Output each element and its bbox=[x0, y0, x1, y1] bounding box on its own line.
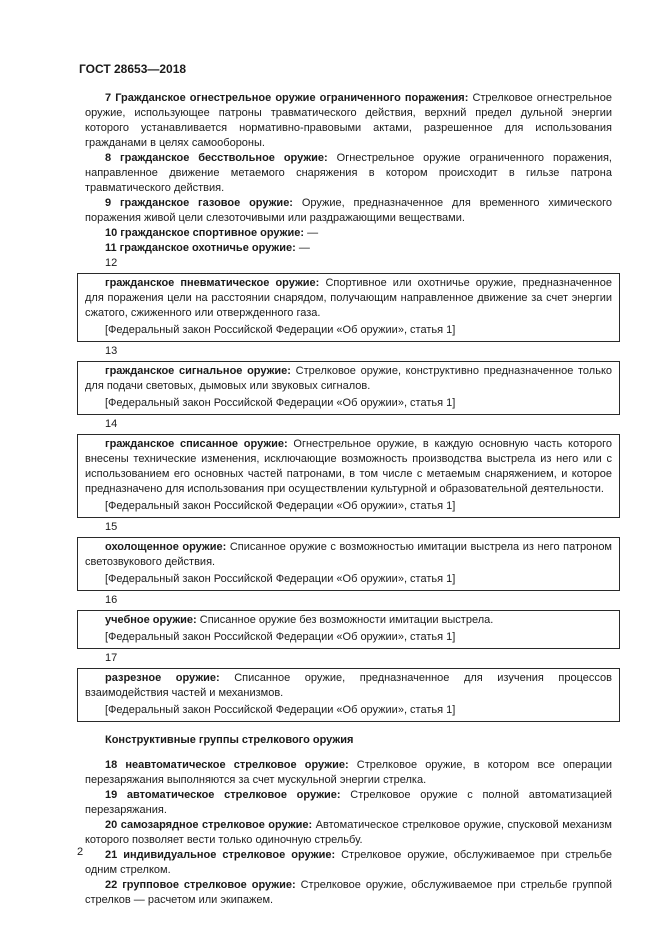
entry-20 bbox=[85, 818, 612, 848]
entry-14-box bbox=[77, 434, 620, 518]
entry-source: [Федеральный закон Российской Федерации «Об оружии», статья 1] bbox=[105, 704, 456, 716]
document-header: ГОСТ 28653—2018 bbox=[79, 62, 187, 76]
entry-11 bbox=[85, 241, 612, 256]
entry-definition: Оружие, предназначенное для временного химического поражения живой цели слезоточивыми или раздражающими веществами. bbox=[85, 197, 612, 224]
entry-term: 9 гражданское газовое оружие: bbox=[105, 197, 293, 209]
entry-definition: Стрелковое оружие, в котором все операции перезаряжания выполняются за счет мускульной энергии стрелка. bbox=[85, 759, 612, 786]
entry-source: [Федеральный закон Российской Федерации «Об оружии», статья 1] bbox=[105, 500, 456, 512]
entry-7 bbox=[85, 91, 612, 151]
entry-definition: Стрелковое огнестрельное оружие, использующее патроны травматического действия, верхний предел дульной энергии которого устанавливается нормативно-правовыми актами, разрешенное для использования гражданами в целях самообороны. bbox=[85, 92, 612, 149]
entry-term: 8 гражданское бесствольное оружие: bbox=[105, 152, 328, 164]
entry-term: 22 групповое стрелковое оружие: bbox=[105, 879, 296, 891]
entry-9 bbox=[85, 196, 612, 226]
entry-definition: Стрелковое оружие, обслуживаемое при стрельбе группой стрелков — расчетом или экипажем. bbox=[85, 879, 613, 906]
entry-17-number: 17 bbox=[105, 652, 118, 664]
entry-15-box bbox=[77, 537, 620, 591]
entry-definition: Стрелковое оружие, обслуживаемое при стрельбе одним стрелком. bbox=[85, 849, 612, 876]
entry-term: охолощенное оружие: bbox=[105, 541, 227, 553]
entry-source: [Федеральный закон Российской Федерации «Об оружии», статья 1] bbox=[105, 631, 456, 643]
entry-18 bbox=[85, 758, 612, 788]
entry-21 bbox=[85, 848, 612, 878]
entry-definition: Огнестрельное оружие ограниченного поражения, направленное движение метаемого снаряжения в котором происходит в гильзе патрона травматического действия. bbox=[85, 152, 612, 194]
entry-12-box bbox=[77, 273, 620, 342]
entry-term: учебное оружие: bbox=[105, 614, 197, 626]
entry-8 bbox=[85, 151, 612, 196]
entry-12-number: 12 bbox=[105, 257, 118, 269]
entry-definition: Списанное оружие без возможности имитации выстрела. bbox=[196, 614, 494, 626]
entry-14-number: 14 bbox=[105, 418, 118, 430]
entry-term: гражданское сигнальное оружие: bbox=[105, 365, 291, 377]
entry-15-number: 15 bbox=[105, 521, 118, 533]
entry-source: [Федеральный закон Российской Федерации «Об оружии», статья 1] bbox=[105, 324, 456, 336]
entry-definition: Автоматическое стрелковое оружие, спусковой механизм которого позволяет вести только одиночную стрельбу. bbox=[85, 819, 612, 846]
entry-term: 18 неавтоматическое стрелковое оружие: bbox=[105, 759, 349, 771]
entry-term: 11 гражданское охотничье оружие: bbox=[105, 242, 296, 254]
entry-source: [Федеральный закон Российской Федерации «Об оружии», статья 1] bbox=[105, 573, 456, 585]
entry-term: разрезное оружие: bbox=[105, 672, 220, 684]
entry-19 bbox=[85, 788, 612, 818]
entry-term: 7 Гражданское огнестрельное оружие ограниченного поражения: bbox=[105, 92, 469, 104]
entry-17-box bbox=[77, 668, 620, 722]
entry-term: гражданское пневматическое оружие: bbox=[105, 277, 320, 289]
entry-term: 21 индивидуальное стрелковое оружие: bbox=[105, 849, 336, 861]
entry-definition: Спортивное или охотничье оружие, предназначенное для поражения цели на расстоянии снарядом, получающим направленное движение за счет энергии сжатого, сжиженного или отвержденного газа. bbox=[85, 277, 612, 319]
entry-definition: Огнестрельное оружие, в каждую основную часть которого внесены технические изменения, исключающие возможность производства выстрела из него или с использованием его основных частей патронами, в том числе с метаемым снаряжением, и которое предназначено для использования при осуществлении культурной и образовательной деятельности. bbox=[85, 438, 613, 495]
entry-16-box bbox=[77, 610, 620, 649]
entry-definition: — bbox=[295, 242, 310, 254]
entry-source: [Федеральный закон Российской Федерации «Об оружии», статья 1] bbox=[105, 397, 456, 409]
entry-definition: — bbox=[304, 227, 319, 239]
entry-22 bbox=[85, 878, 612, 908]
entry-16-number: 16 bbox=[105, 594, 118, 606]
entry-13-box bbox=[77, 361, 620, 415]
section-heading: Конструктивные группы стрелкового оружия bbox=[105, 734, 354, 746]
entry-term: 10 гражданское спортивное оружие: bbox=[105, 227, 305, 239]
entry-definition: Стрелковое оружие с полной автоматизацией перезаряжания. bbox=[85, 789, 613, 816]
page-number: 2 bbox=[77, 846, 84, 858]
entry-10 bbox=[85, 226, 612, 241]
entry-term: гражданское списанное оружие: bbox=[105, 438, 288, 450]
entry-definition: Списанное оружие с возможностью имитации выстрела из него патроном светозвукового действия. bbox=[85, 541, 612, 568]
entry-term: 19 автоматическое стрелковое оружие: bbox=[105, 789, 341, 801]
entry-13-number: 13 bbox=[105, 345, 118, 357]
entry-definition: Списанное оружие, предназначенное для изучения процессов взаимодействия частей и механизмов. bbox=[85, 672, 612, 699]
entry-term: 20 самозарядное стрелковое оружие: bbox=[105, 819, 313, 831]
entry-definition: Стрелковое оружие, конструктивно предназначенное только для подачи световых, дымовых или звуковых сигналов. bbox=[85, 365, 612, 392]
page-content bbox=[85, 91, 612, 908]
